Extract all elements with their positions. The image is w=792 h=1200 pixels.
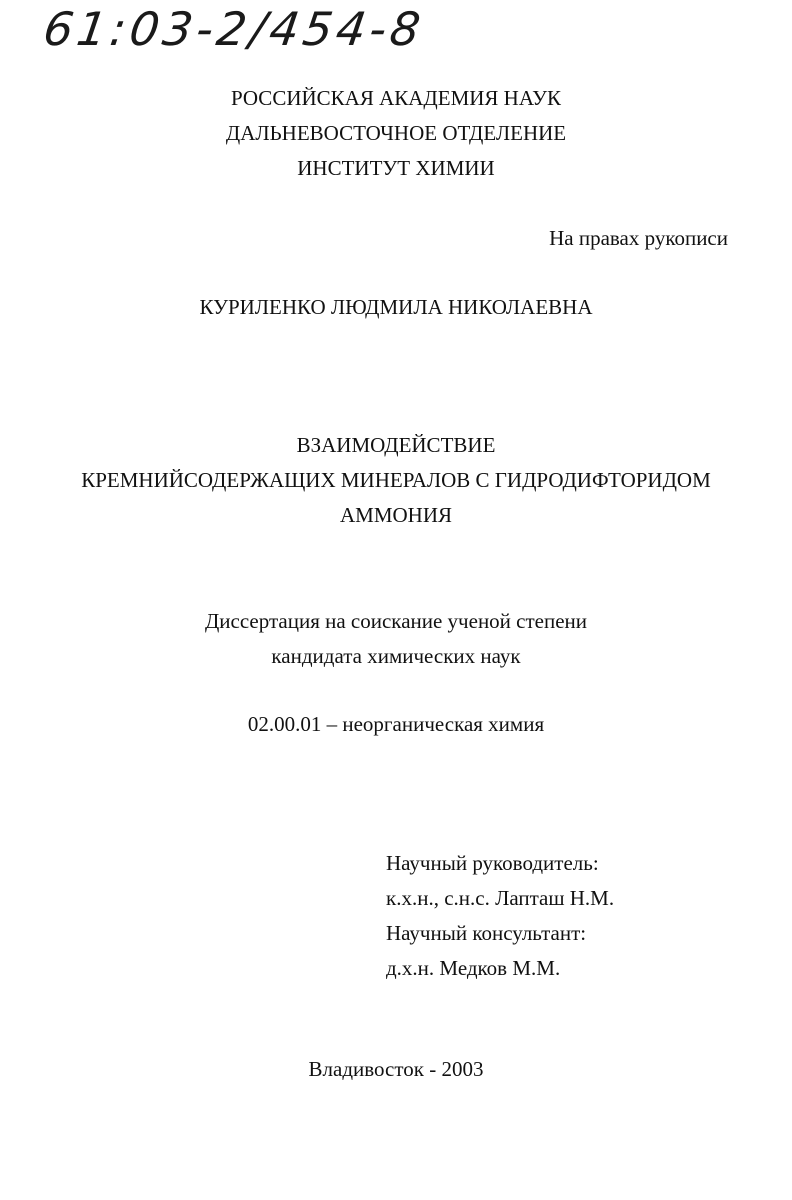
dissertation-title-line-3: АММОНИЯ bbox=[339, 503, 452, 527]
dissertation-title-line-1: ВЗАИМОДЕЙСТВИЕ bbox=[296, 433, 496, 457]
organization-institute: ИНСТИТУТ ХИМИИ bbox=[297, 156, 495, 180]
degree-line-2: кандидата химических наук bbox=[271, 644, 521, 668]
specialty-code: 02.00.01 – неорганическая химия bbox=[247, 712, 545, 736]
archive-code-handwritten: 61:03-2/454-8 bbox=[40, 2, 428, 56]
supervisor-label: Научный руководитель: bbox=[386, 851, 599, 875]
dissertation-title-line-2: КРЕМНИЙСОДЕРЖАЩИХ МИНЕРАЛОВ С ГИДРОДИФТОРИДОМ bbox=[81, 468, 711, 492]
organization-branch: ДАЛЬНЕВОСТОЧНОЕ ОТДЕЛЕНИЕ bbox=[225, 121, 567, 145]
consultant-label: Научный консультант: bbox=[386, 921, 587, 945]
supervisor-name: к.х.н., с.н.с. Лапташ Н.М. bbox=[386, 886, 615, 910]
place-and-year: Владивосток - 2003 bbox=[308, 1057, 484, 1081]
degree-line-1: Диссертация на соискание ученой степени bbox=[204, 609, 588, 633]
author-name: КУРИЛЕНКО ЛЮДМИЛА НИКОЛАЕВНА bbox=[199, 295, 593, 319]
manuscript-rights-note: На правах рукописи bbox=[549, 226, 728, 250]
consultant-name: д.х.н. Медков М.М. bbox=[386, 956, 561, 980]
organization-academy: РОССИЙСКАЯ АКАДЕМИЯ НАУК bbox=[230, 86, 562, 110]
